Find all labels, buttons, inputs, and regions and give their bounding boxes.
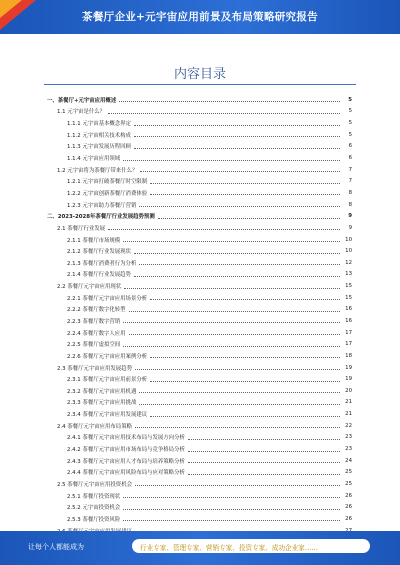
toc-leader-dots [188, 474, 340, 475]
toc-entry-title: 1.1.4 元宇宙应用领域 [67, 156, 121, 163]
toc-page-number: 18 [345, 352, 352, 359]
toc-leader-dots [139, 392, 340, 393]
toc-entry[interactable] [0, 234, 400, 246]
toc-entry-title: 2.3.4 茶餐厅元宇宙应用发展建议 [67, 412, 148, 419]
toc-entry-title: 2.4.1 茶餐厅元宇宙应用技术布局与发展方向分析 [67, 435, 185, 442]
toc-page-number: 5 [348, 120, 352, 127]
toc-leader-dots [134, 276, 340, 277]
toc-entry-title: 1.1 元宇宙是什么？ [57, 109, 106, 116]
toc-leader-dots [123, 160, 340, 161]
toc-page-number: 22 [345, 422, 352, 429]
toc-leader-dots [135, 427, 340, 428]
toc-entry-title: 2.2 茶餐厅元宇宙应用现状 [57, 284, 122, 291]
toc-leader-dots [123, 520, 340, 521]
toc-leader-dots [150, 183, 340, 184]
toc-entry[interactable] [0, 420, 400, 432]
toc-entry[interactable] [0, 269, 400, 281]
toc-entry[interactable] [0, 362, 400, 374]
toc-entry-title: 2.5.3 茶餐厅投资风险 [67, 516, 121, 523]
toc-leader-dots [134, 136, 340, 137]
toc-entry-title: 2.3.1 茶餐厅元宇宙应用前景分析 [67, 377, 148, 384]
page-title: 茶餐厅企业+元宇宙应用前景及布局策略研究报告 [82, 11, 318, 23]
toc-page-number: 8 [348, 189, 352, 196]
toc-page-number: 20 [345, 387, 352, 394]
toc-entry[interactable] [0, 455, 400, 467]
toc-entry-title: 2.4.4 茶餐厅元宇宙应用风险布局与应对策略分析 [67, 470, 185, 477]
toc-page-number: 8 [348, 201, 352, 208]
toc-leader-dots [108, 113, 340, 114]
toc-entry[interactable] [0, 432, 400, 444]
toc-entry[interactable] [0, 129, 400, 141]
toc-entry-title: 2.3.2 茶餐厅元宇宙应用机遇 [67, 388, 137, 395]
toc-page-number: 7 [348, 178, 352, 185]
toc-entry-title: 1.1.3 元宇宙发展历程回顾 [67, 144, 131, 151]
toc-leader-dots [188, 462, 340, 463]
toc-page-number: 10 [345, 248, 352, 255]
toc-entry[interactable] [0, 199, 400, 211]
toc-entry-title: 2.4 茶餐厅元宇宙应用布局策略 [57, 423, 132, 430]
toc-entry[interactable] [0, 315, 400, 327]
toc-entry-title: 2.1.3 茶餐厅消费者行为分析 [67, 260, 137, 267]
toc-entry-title: 2.2.1 茶餐厅元宇宙应用场景分析 [67, 295, 148, 302]
footer-banner [0, 531, 400, 565]
toc-page-number: 16 [345, 317, 352, 324]
toc-entry[interactable] [0, 117, 400, 129]
toc-entry[interactable] [0, 513, 400, 525]
toc-entry[interactable] [0, 350, 400, 362]
footer-expert-badge [132, 539, 370, 553]
toc-entry[interactable] [0, 443, 400, 455]
table-of-contents [0, 94, 400, 548]
toc-heading: 内容目录 [173, 67, 226, 82]
toc-page-number: 9 [348, 213, 352, 220]
toc-entry[interactable] [0, 141, 400, 153]
toc-entry[interactable] [0, 304, 400, 316]
toc-entry[interactable] [0, 257, 400, 269]
toc-entry-title: 2.2.5 茶餐厅虚拟空间 [67, 342, 121, 349]
toc-leader-dots [139, 264, 340, 265]
toc-page-number: 6 [348, 143, 352, 150]
toc-page-number: 5 [348, 96, 352, 103]
toc-leader-dots [123, 346, 340, 347]
toc-page-number: 17 [345, 341, 352, 348]
toc-entry[interactable] [0, 94, 400, 106]
toc-entry[interactable] [0, 106, 400, 118]
toc-leader-dots [129, 311, 340, 312]
toc-entry-title: 2.4.2 茶餐厅元宇宙应用市场布局与竞争格局分析 [67, 447, 185, 454]
toc-entry-title: 2.2.3 茶餐厅数字营销 [67, 318, 121, 325]
toc-entry[interactable] [0, 292, 400, 304]
toc-page-number: 25 [345, 469, 352, 476]
toc-page-number: 15 [345, 294, 352, 301]
toc-leader-dots [150, 194, 340, 195]
toc-entry-title: 2.5 茶餐厅元宇宙应用投资机会 [57, 481, 132, 488]
toc-entry[interactable] [0, 210, 400, 222]
toc-entry[interactable] [0, 478, 400, 490]
toc-entry-title: 2.2.6 茶餐厅元宇宙应用案例分析 [67, 353, 148, 360]
toc-entry[interactable] [0, 490, 400, 502]
toc-leader-dots [139, 206, 340, 207]
toc-leader-dots [124, 288, 340, 289]
toc-entry-title: 1.2.2 元宇宙创新茶餐厅消费体验 [67, 190, 148, 197]
footer-expert-text: 行业专家、管理专家、营销专家、投资专家、成功企业家…… [140, 544, 319, 552]
toc-leader-dots [134, 253, 340, 254]
toc-entry-title: 2.1.2 茶餐厅行业发展现状 [67, 249, 131, 256]
toc-leader-dots [123, 497, 340, 498]
toc-leader-dots [150, 381, 340, 382]
toc-entry[interactable] [0, 385, 400, 397]
toc-entry[interactable] [0, 373, 400, 385]
toc-entry-title: 2.1 茶餐厅行业发展 [57, 225, 106, 232]
toc-page-number: 23 [345, 446, 352, 453]
toc-page-number: 6 [348, 155, 352, 162]
toc-leader-dots [129, 334, 340, 335]
toc-leader-dots [140, 171, 340, 172]
toc-page-number: 19 [345, 376, 352, 383]
toc-entry-title: 1.1.2 元宇宙相关技术构成 [67, 132, 131, 139]
toc-leader-dots [188, 439, 340, 440]
toc-page-number: 5 [348, 108, 352, 115]
toc-page-number: 26 [345, 515, 352, 522]
toc-entry[interactable] [0, 280, 400, 292]
toc-page-number: 9 [348, 224, 352, 231]
toc-page-number: 19 [345, 364, 352, 371]
toc-entry-title: 2.2.2 茶餐厅数字化转型 [67, 307, 126, 314]
toc-entry[interactable] [0, 245, 400, 257]
toc-entry-title: 二、2023-2028年茶餐厅行业发展趋势预测 [47, 214, 155, 221]
toc-leader-dots [123, 241, 340, 242]
toc-leader-dots [134, 148, 340, 149]
toc-page-number: 25 [345, 480, 352, 487]
toc-leader-dots [188, 451, 340, 452]
toc-entry[interactable] [0, 187, 400, 199]
toc-page-number: 21 [345, 399, 352, 406]
toc-leader-dots [150, 357, 340, 358]
toc-entry-title: 2.5.1 茶餐厅投资现状 [67, 493, 121, 500]
toc-leader-dots [119, 101, 340, 102]
toc-page-number: 21 [345, 411, 352, 418]
toc-entry-title: 2.5.2 元宇宙投资机会 [67, 505, 121, 512]
toc-leader-dots [134, 125, 340, 126]
toc-entry[interactable] [0, 164, 400, 176]
toc-page-number: 15 [345, 283, 352, 290]
toc-page-number: 12 [345, 259, 352, 266]
toc-entry[interactable] [0, 397, 400, 409]
toc-entry-title: 1.2 元宇宙将为茶餐厅带来什么？ [57, 167, 138, 174]
toc-leader-dots [139, 404, 340, 405]
toc-leader-dots [123, 322, 340, 323]
toc-page-number: 16 [345, 306, 352, 313]
toc-entry-title: 2.1.1 茶餐厅市场规模 [67, 237, 121, 244]
toc-page-number: 17 [345, 329, 352, 336]
toc-page-number: 5 [348, 131, 352, 138]
toc-entry-title: 一、茶餐厅+元宇宙应用概述 [47, 97, 117, 104]
toc-entry[interactable] [0, 222, 400, 234]
toc-leader-dots [135, 485, 340, 486]
toc-page-number: 26 [345, 492, 352, 499]
toc-entry[interactable] [0, 338, 400, 350]
toc-leader-dots [150, 416, 340, 417]
toc-entry-title: 1.2.3 元宇宙助力茶餐厅营销 [67, 202, 137, 209]
toc-leader-dots [150, 299, 340, 300]
toc-entry-title: 2.3.3 茶餐厅元宇宙应用挑战 [67, 400, 137, 407]
toc-entry-title: 2.2.4 茶餐厅数字人应用 [67, 330, 126, 337]
toc-entry-title: 2.3 茶餐厅元宇宙应用发展趋势 [57, 365, 132, 372]
toc-leader-dots [123, 509, 340, 510]
toc-page-number: 7 [348, 166, 352, 173]
toc-page-number: 24 [345, 457, 352, 464]
toc-entry[interactable] [0, 327, 400, 339]
toc-entry[interactable] [0, 152, 400, 164]
toc-leader-dots [135, 369, 340, 370]
toc-entry-title: 2.1.4 茶餐厅行业发展趋势 [67, 272, 131, 279]
toc-page-number: 26 [345, 504, 352, 511]
toc-entry[interactable] [0, 175, 400, 187]
toc-entry-title: 1.2.1 元宇宙打破茶餐厅时空限制 [67, 179, 148, 186]
header-banner [0, 0, 400, 34]
toc-page-number: 10 [345, 236, 352, 243]
footer-slogan: 让每个人都能成为 [28, 543, 84, 551]
toc-divider [44, 84, 356, 85]
toc-page-number: 13 [345, 271, 352, 278]
toc-page-number: 23 [345, 434, 352, 441]
toc-entry-title: 2.4.3 茶餐厅元宇宙应用人才布局与培养策略分析 [67, 458, 185, 465]
toc-leader-dots [108, 229, 340, 230]
toc-entry-title: 1.1.1 元宇宙基本概念界定 [67, 121, 131, 128]
toc-entry[interactable] [0, 467, 400, 479]
toc-entry[interactable] [0, 408, 400, 420]
toc-leader-dots [158, 218, 340, 219]
toc-entry[interactable] [0, 501, 400, 513]
